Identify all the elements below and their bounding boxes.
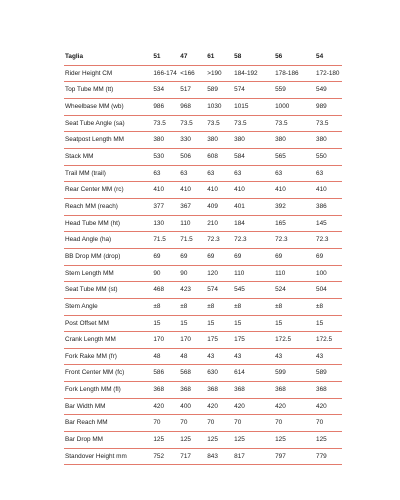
row-label: Trail MM (trail) bbox=[64, 165, 152, 182]
table-cell: 380 bbox=[206, 132, 233, 149]
table-cell: 386 bbox=[315, 198, 342, 215]
table-cell: 410 bbox=[206, 182, 233, 199]
table-cell: 69 bbox=[179, 248, 206, 265]
table-cell: 125 bbox=[206, 432, 233, 449]
geometry-table bbox=[64, 49, 342, 465]
header-size-58: 58 bbox=[233, 49, 274, 65]
table-cell: 69 bbox=[152, 248, 179, 265]
header-size-47: 47 bbox=[179, 49, 206, 65]
table-row bbox=[64, 98, 342, 115]
table-cell: 779 bbox=[315, 448, 342, 465]
table-cell: 72.3 bbox=[233, 232, 274, 249]
table-cell: 63 bbox=[179, 165, 206, 182]
row-label: Fork Rake MM (fr) bbox=[64, 348, 152, 365]
table-body bbox=[64, 65, 342, 465]
table-cell: 989 bbox=[315, 98, 342, 115]
table-cell: 468 bbox=[152, 282, 179, 299]
table-cell: 15 bbox=[206, 315, 233, 332]
table-cell: 172.5 bbox=[274, 332, 315, 349]
table-cell: 172-180 bbox=[315, 65, 342, 82]
table-cell: 73.5 bbox=[233, 115, 274, 132]
header-size-54: 54 bbox=[315, 49, 342, 65]
row-label: Post Offset MM bbox=[64, 315, 152, 332]
table-cell: 125 bbox=[315, 432, 342, 449]
table-row bbox=[64, 182, 342, 199]
table-cell: 410 bbox=[179, 182, 206, 199]
header-size-56: 56 bbox=[274, 49, 315, 65]
table-cell: 15 bbox=[274, 315, 315, 332]
table-cell: 574 bbox=[233, 82, 274, 99]
table-cell: 71.5 bbox=[179, 232, 206, 249]
table-cell: 71.5 bbox=[152, 232, 179, 249]
table-cell: 172.5 bbox=[315, 332, 342, 349]
table-cell: 70 bbox=[179, 415, 206, 432]
table-cell: 589 bbox=[315, 365, 342, 382]
table-cell: 43 bbox=[274, 348, 315, 365]
table-cell: 70 bbox=[274, 415, 315, 432]
table-cell: 608 bbox=[206, 148, 233, 165]
table-header bbox=[64, 49, 342, 65]
row-label: Standover Height mm bbox=[64, 448, 152, 465]
table-cell: 568 bbox=[179, 365, 206, 382]
table-cell: 589 bbox=[206, 82, 233, 99]
table-cell: 63 bbox=[206, 165, 233, 182]
table-row bbox=[64, 198, 342, 215]
row-label: Rear Center MM (rc) bbox=[64, 182, 152, 199]
table-cell: 368 bbox=[233, 382, 274, 399]
table-cell: 420 bbox=[206, 398, 233, 415]
table-cell: 210 bbox=[206, 215, 233, 232]
row-label: Seatpost Length MM bbox=[64, 132, 152, 149]
table-row bbox=[64, 115, 342, 132]
table-cell: 410 bbox=[315, 182, 342, 199]
table-cell: 968 bbox=[179, 98, 206, 115]
table-cell: 843 bbox=[206, 448, 233, 465]
table-cell: 599 bbox=[274, 365, 315, 382]
table-row bbox=[64, 365, 342, 382]
table-cell: 368 bbox=[206, 382, 233, 399]
row-label: Stem Angle bbox=[64, 298, 152, 315]
table-row bbox=[64, 382, 342, 399]
table-cell: 72.3 bbox=[206, 232, 233, 249]
table-cell: ±8 bbox=[274, 298, 315, 315]
table-cell: 15 bbox=[233, 315, 274, 332]
table-cell: 392 bbox=[274, 198, 315, 215]
table-cell: 15 bbox=[152, 315, 179, 332]
header-size-51: 51 bbox=[152, 49, 179, 65]
table-cell: 125 bbox=[179, 432, 206, 449]
row-label: Rider Height CM bbox=[64, 65, 152, 82]
row-label: Bar Width MM bbox=[64, 398, 152, 415]
table-cell: 534 bbox=[152, 82, 179, 99]
table-cell: 614 bbox=[233, 365, 274, 382]
table-cell: 986 bbox=[152, 98, 179, 115]
table-row bbox=[64, 282, 342, 299]
row-label: Head Tube MM (ht) bbox=[64, 215, 152, 232]
table-cell: 70 bbox=[315, 415, 342, 432]
table-cell: 72.3 bbox=[315, 232, 342, 249]
table-cell: 380 bbox=[152, 132, 179, 149]
table-cell: 90 bbox=[152, 265, 179, 282]
table-row bbox=[64, 148, 342, 165]
table-cell: 630 bbox=[206, 365, 233, 382]
row-label: Crank Length MM bbox=[64, 332, 152, 349]
row-label: Front Center MM (fc) bbox=[64, 365, 152, 382]
table-row bbox=[64, 215, 342, 232]
table-cell: 125 bbox=[274, 432, 315, 449]
table-cell: ±8 bbox=[152, 298, 179, 315]
table-row bbox=[64, 82, 342, 99]
table-cell: 110 bbox=[233, 265, 274, 282]
table-cell: 130 bbox=[152, 215, 179, 232]
table-cell: 420 bbox=[233, 398, 274, 415]
table-cell: 69 bbox=[206, 248, 233, 265]
table-cell: 90 bbox=[179, 265, 206, 282]
table-row bbox=[64, 165, 342, 182]
table-cell: 368 bbox=[179, 382, 206, 399]
table-cell: 72.3 bbox=[274, 232, 315, 249]
table-cell: <166 bbox=[179, 65, 206, 82]
table-cell: 380 bbox=[233, 132, 274, 149]
row-label: Stem Length MM bbox=[64, 265, 152, 282]
table-row bbox=[64, 65, 342, 82]
table-cell: 63 bbox=[274, 165, 315, 182]
table-cell: 100 bbox=[315, 265, 342, 282]
table-cell: 69 bbox=[233, 248, 274, 265]
table-row bbox=[64, 448, 342, 465]
table-cell: 1000 bbox=[274, 98, 315, 115]
table-cell: 70 bbox=[233, 415, 274, 432]
table-cell: 110 bbox=[179, 215, 206, 232]
table-cell: 330 bbox=[179, 132, 206, 149]
table-cell: 48 bbox=[179, 348, 206, 365]
table-cell: 559 bbox=[274, 82, 315, 99]
table-cell: 549 bbox=[315, 82, 342, 99]
table-cell: 170 bbox=[152, 332, 179, 349]
table-cell: 530 bbox=[152, 148, 179, 165]
table-cell: 380 bbox=[274, 132, 315, 149]
row-label: Top Tube MM (tt) bbox=[64, 82, 152, 99]
table-cell: 367 bbox=[179, 198, 206, 215]
table-cell: 797 bbox=[274, 448, 315, 465]
table-cell: 752 bbox=[152, 448, 179, 465]
table-cell: 368 bbox=[274, 382, 315, 399]
row-label: Bar Reach MM bbox=[64, 415, 152, 432]
table-cell: 504 bbox=[315, 282, 342, 299]
table-cell: 73.5 bbox=[206, 115, 233, 132]
header-row bbox=[64, 49, 342, 65]
table-cell: 73.5 bbox=[152, 115, 179, 132]
table-cell: 43 bbox=[206, 348, 233, 365]
table-cell: 1030 bbox=[206, 98, 233, 115]
row-label: Wheelbase MM (wb) bbox=[64, 98, 152, 115]
table-cell: 420 bbox=[274, 398, 315, 415]
table-cell: 574 bbox=[206, 282, 233, 299]
table-cell: 409 bbox=[206, 198, 233, 215]
table-cell: 1015 bbox=[233, 98, 274, 115]
row-label: BB Drop MM (drop) bbox=[64, 248, 152, 265]
table-cell: 184-192 bbox=[233, 65, 274, 82]
table-cell: 420 bbox=[315, 398, 342, 415]
table-cell: 506 bbox=[179, 148, 206, 165]
table-cell: 517 bbox=[179, 82, 206, 99]
header-label-size: Taglia bbox=[64, 49, 152, 65]
table-cell: 717 bbox=[179, 448, 206, 465]
table-cell: 120 bbox=[206, 265, 233, 282]
table-cell: 550 bbox=[315, 148, 342, 165]
table-cell: ±8 bbox=[206, 298, 233, 315]
row-label: Fork Length MM (fl) bbox=[64, 382, 152, 399]
table-cell: 63 bbox=[315, 165, 342, 182]
table-row bbox=[64, 348, 342, 365]
table-cell: 175 bbox=[206, 332, 233, 349]
table-cell: 368 bbox=[315, 382, 342, 399]
table-cell: 63 bbox=[233, 165, 274, 182]
table-cell: 165 bbox=[274, 215, 315, 232]
table-cell: 400 bbox=[179, 398, 206, 415]
table-cell: 175 bbox=[233, 332, 274, 349]
table-row bbox=[64, 232, 342, 249]
table-cell: 73.5 bbox=[179, 115, 206, 132]
table-cell: >190 bbox=[206, 65, 233, 82]
table-row bbox=[64, 398, 342, 415]
table-cell: 524 bbox=[274, 282, 315, 299]
table-cell: ±8 bbox=[179, 298, 206, 315]
table-row bbox=[64, 132, 342, 149]
table-cell: 70 bbox=[152, 415, 179, 432]
table-cell: ±8 bbox=[315, 298, 342, 315]
table-cell: 73.5 bbox=[315, 115, 342, 132]
table-cell: 423 bbox=[179, 282, 206, 299]
table-cell: 73.5 bbox=[274, 115, 315, 132]
table-row bbox=[64, 415, 342, 432]
table-cell: 145 bbox=[315, 215, 342, 232]
table-cell: 586 bbox=[152, 365, 179, 382]
table-cell: 125 bbox=[152, 432, 179, 449]
table-row bbox=[64, 248, 342, 265]
row-label: Seat Tube MM (st) bbox=[64, 282, 152, 299]
table-cell: 584 bbox=[233, 148, 274, 165]
table-cell: 410 bbox=[233, 182, 274, 199]
table-cell: 69 bbox=[315, 248, 342, 265]
table-cell: 178-186 bbox=[274, 65, 315, 82]
table-cell: 69 bbox=[274, 248, 315, 265]
table-cell: 817 bbox=[233, 448, 274, 465]
table-cell: 70 bbox=[206, 415, 233, 432]
table-row bbox=[64, 298, 342, 315]
table-cell: 43 bbox=[233, 348, 274, 365]
table-cell: 420 bbox=[152, 398, 179, 415]
table-cell: 15 bbox=[179, 315, 206, 332]
table-cell: 410 bbox=[152, 182, 179, 199]
row-label: Head Angle (ha) bbox=[64, 232, 152, 249]
table-row bbox=[64, 265, 342, 282]
row-label: Bar Drop MM bbox=[64, 432, 152, 449]
table-row bbox=[64, 432, 342, 449]
table-cell: 184 bbox=[233, 215, 274, 232]
table-cell: 380 bbox=[315, 132, 342, 149]
table-cell: 545 bbox=[233, 282, 274, 299]
table-cell: 43 bbox=[315, 348, 342, 365]
row-label: Reach MM (reach) bbox=[64, 198, 152, 215]
table-cell: ±8 bbox=[233, 298, 274, 315]
table-row bbox=[64, 315, 342, 332]
table-cell: 368 bbox=[152, 382, 179, 399]
table-row bbox=[64, 332, 342, 349]
table-cell: 377 bbox=[152, 198, 179, 215]
table-cell: 565 bbox=[274, 148, 315, 165]
table-cell: 401 bbox=[233, 198, 274, 215]
table-cell: 63 bbox=[152, 165, 179, 182]
table-cell: 125 bbox=[233, 432, 274, 449]
table-cell: 410 bbox=[274, 182, 315, 199]
table-cell: 170 bbox=[179, 332, 206, 349]
header-size-61: 61 bbox=[206, 49, 233, 65]
table-cell: 110 bbox=[274, 265, 315, 282]
row-label: Seat Tube Angle (sa) bbox=[64, 115, 152, 132]
table-cell: 15 bbox=[315, 315, 342, 332]
row-label: Stack MM bbox=[64, 148, 152, 165]
table-cell: 48 bbox=[152, 348, 179, 365]
table-cell: 166-174 bbox=[152, 65, 179, 82]
